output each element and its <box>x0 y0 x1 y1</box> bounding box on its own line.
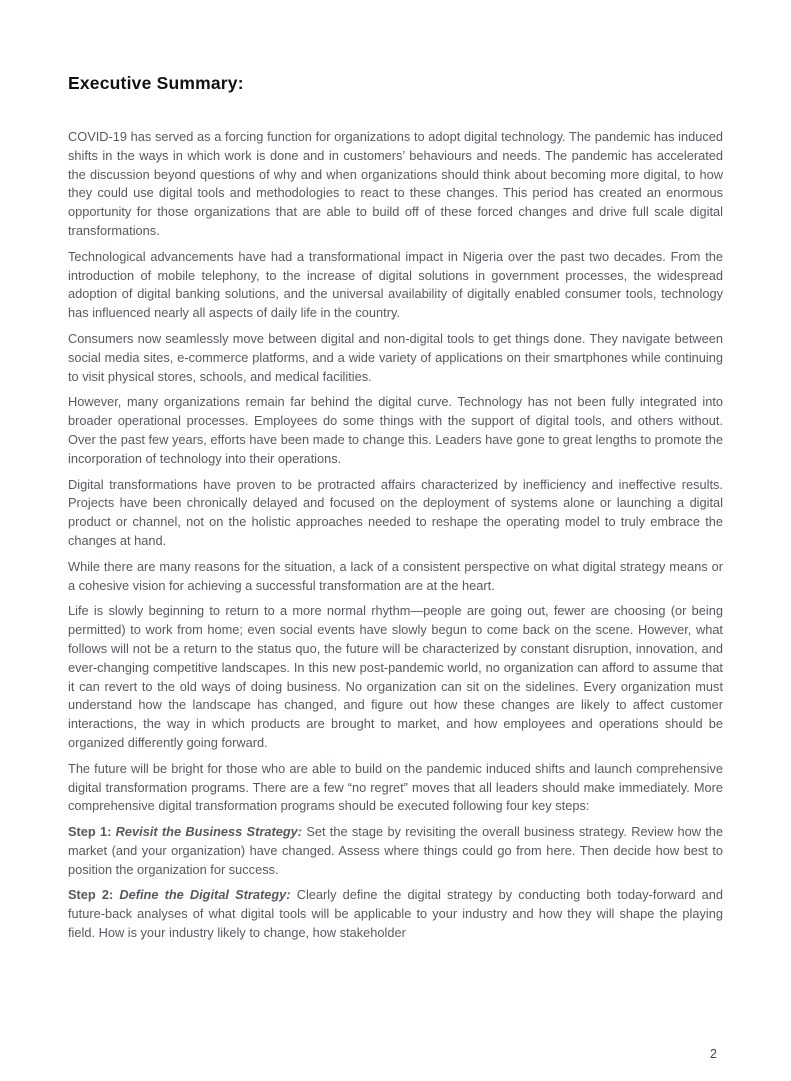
paragraph: While there are many reasons for the situation, a lack of a consistent perspective on what digital strategy means or a cohesive vision for achieving a successful transformation are at the heart. <box>68 558 723 593</box>
step-body: Clearly define the digital strategy by conducting both today-forward and future-back analyses of what digital tools will be applicable to your industry and how they will shape the playing field. How is your industry likely to change, how stakeholder <box>68 887 724 941</box>
step-label: Step 2: <box>68 887 114 903</box>
step-label: Step 1: <box>68 824 112 840</box>
paragraph: Consumers now seamlessly move between digital and non-digital tools to get things done. They navigate between social media sites, e-commerce platforms, and a wide variety of applications on their smartphones while continuing to visit physical stores, schools, and medical facilities. <box>68 330 723 384</box>
paragraph: However, many organizations remain far behind the digital curve. Technology has not been fully integrated into broader operational processes. Employees do some things with the support of digital tools, and others without. Over the past few years, efforts have been made to change this. Leaders have gone to great lengths to promote the incorporation of technology into their operations. <box>68 394 723 466</box>
paragraph: Life is slowly beginning to return to a more normal rhythm—people are going out, fewer are choosing (or being permitted) to work from home; even social events have slowly begun to come back on the scene. However, what follows will not be a return to the status quo, the future will be characterized by constant disruption, innovation, and ever-changing competitive landscapes. In this new post-pandemic world, no organization can afford to assume that it can revert to the old ways of doing business. No organization can sit on the sidelines. Every organization must understand how the landscape has changed, and figure out how these changes are likely to affect customer interactions, the way in which products are brought to market, and how employees and operations should be organized differently going forward. <box>68 603 723 750</box>
paragraph: Digital transformations have proven to be protracted affairs characterized by inefficiency and ineffective results. Projects have been chronically delayed and focused on the deployment of systems alone or launching a digital product or channel, not on the holistic approaches needed to reshape the operating model to truly embrace the changes at hand. <box>68 476 723 548</box>
page-number: 2 <box>710 1047 717 1061</box>
paragraph: The future will be bright for those who are able to build on the pandemic induced shifts and launch comprehensive digital transformation programs. There are a few “no regret” moves that all leaders should make immediately. More comprehensive digital transformation programs should be executed following four key steps: <box>68 760 723 814</box>
step-body: Set the stage by revisiting the overall business strategy. Review how the market (and your organization) have changed. Assess where things could go from here. Then decide how best to position the organization for success. <box>68 824 723 877</box>
paragraph: Technological advancements have had a transformational impact in Nigeria over the past two decades. From the introduction of mobile telephony, to the increase of digital solutions in government processes, the widespread adoption of digital banking solutions, and the universal availability of digitally enabled consumer tools, technology has influenced nearly all aspects of daily life in the country. <box>68 248 723 321</box>
document-content <box>68 72 723 950</box>
step-paragraph <box>68 886 723 942</box>
paragraph: COVID-19 has served as a forcing function for organizations to adopt digital technology. The pandemic has induced shifts in the ways in which work is done and in customers’ behaviours and needs. The pandemic has accelerated the discussion beyond questions of why and when organizations should think about becoming more digital, to how they could use digital tools and methodologies to react to these changes. This period has created an enormous opportunity for those organizations that are able to build off of these forced changes and drive full scale digital transformations. <box>68 129 723 238</box>
step-paragraph <box>68 823 723 879</box>
step-title: Define the Digital Strategy: <box>119 887 291 903</box>
step-title: Revisit the Business Strategy: <box>115 824 303 840</box>
page-title: Executive Summary: <box>68 73 244 93</box>
